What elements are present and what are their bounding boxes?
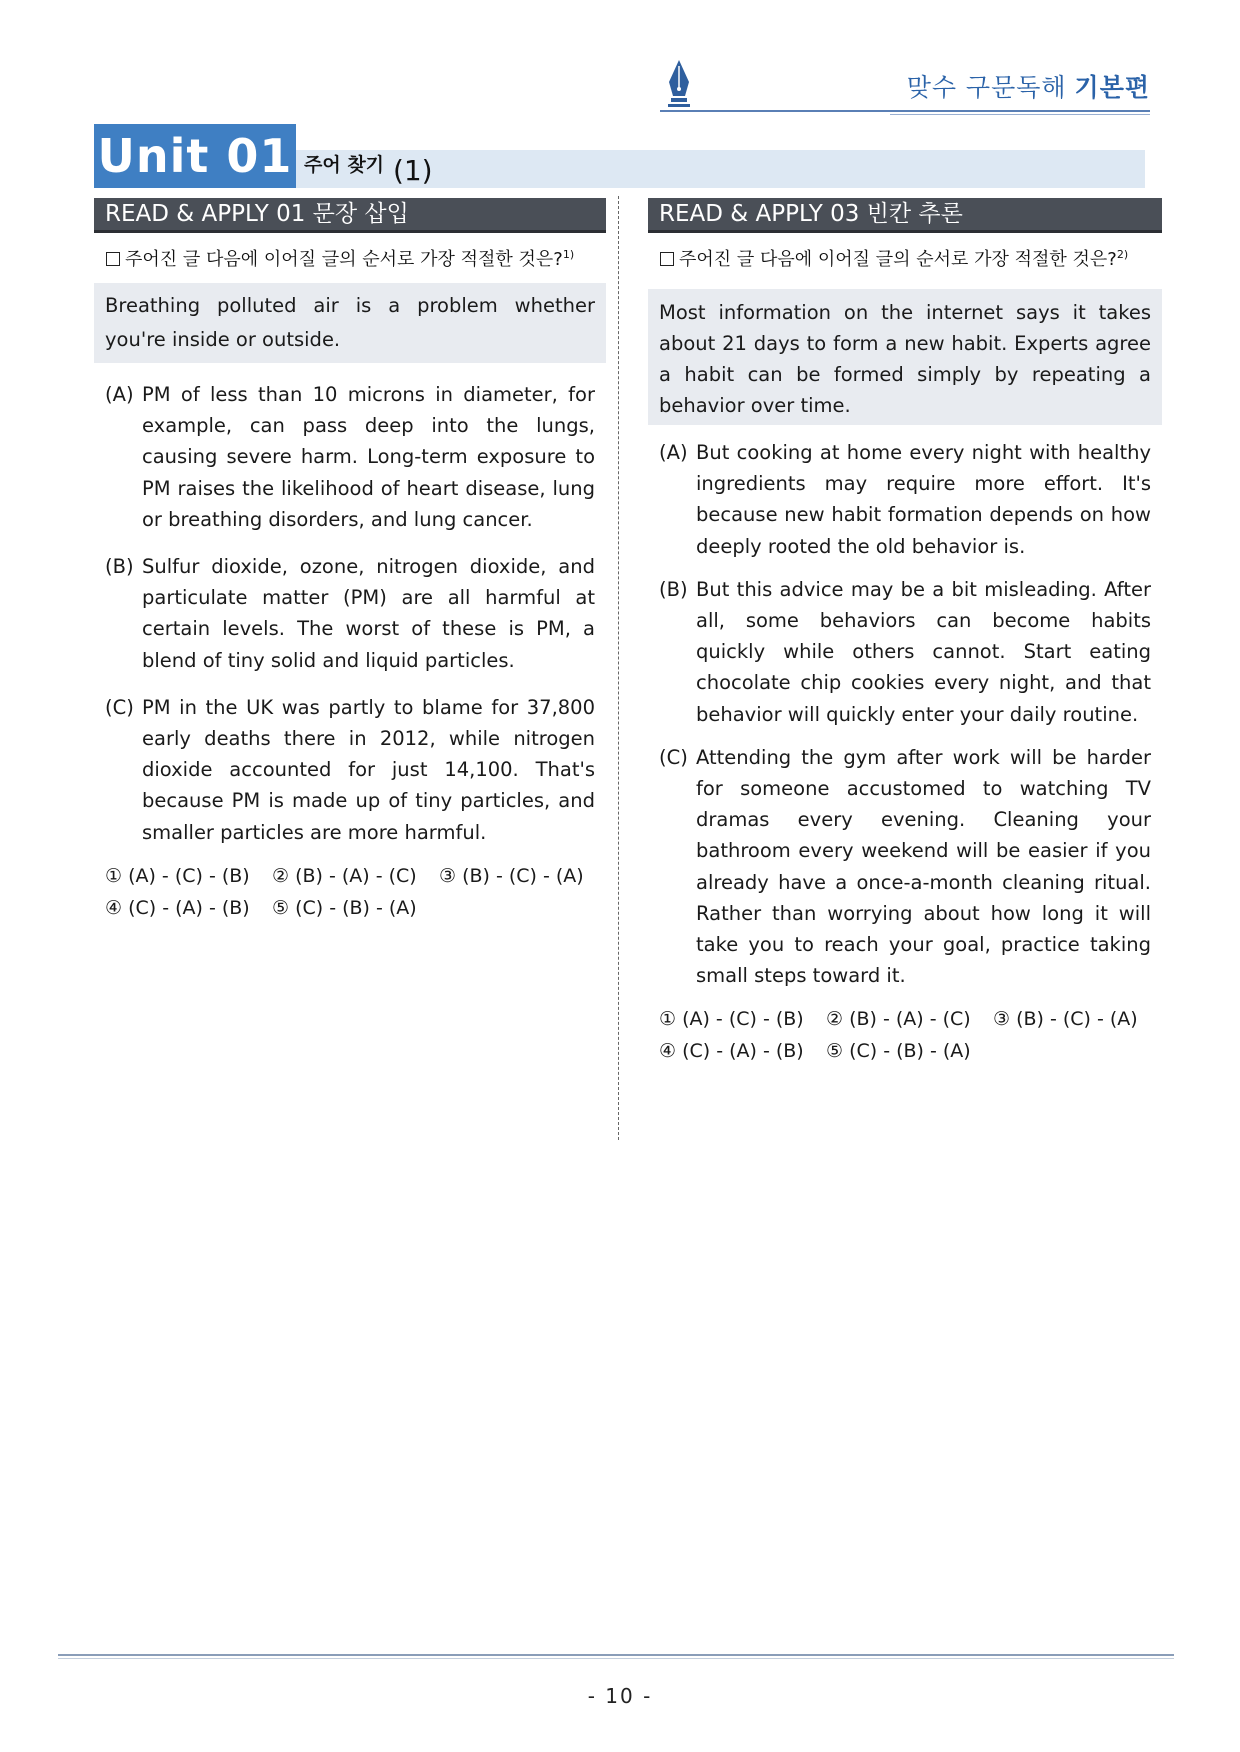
paragraph-label: (A): [659, 441, 688, 464]
given-passage-right: Most information on the internet says it takes about 21 days to form a new habit. Experts agree a habit can be formed simply by repeating a behavior over time.: [648, 289, 1162, 425]
header-rule-secondary: [890, 114, 1150, 115]
answer-option-5[interactable]: ⑤ (C) - (B) - (A): [826, 1040, 971, 1063]
footnote-marker: 1): [562, 248, 575, 261]
checkbox-icon: [660, 252, 674, 266]
answer-option-3[interactable]: ③ (B) - (C) - (A): [993, 1008, 1138, 1031]
question-right: [648, 245, 1162, 271]
answer-option-1[interactable]: ① (A) - (C) - (B): [105, 864, 250, 887]
column-divider: [618, 196, 619, 1140]
answer-options-left: [94, 860, 606, 924]
paragraph-c: [648, 742, 1162, 992]
answer-option-4[interactable]: ④ (C) - (A) - (B): [105, 896, 250, 919]
answer-option-2[interactable]: ② (B) - (A) - (C): [826, 1008, 971, 1031]
unit-subtitle-suffix: (1): [392, 154, 433, 187]
checkbox-icon: [106, 252, 120, 266]
answer-option-1[interactable]: ① (A) - (C) - (B): [659, 1008, 804, 1031]
paragraph-b: [94, 551, 606, 676]
left-column: [94, 198, 606, 924]
paragraph-a: [94, 379, 606, 535]
right-column: [648, 198, 1162, 1067]
paragraph-text: But cooking at home every night with healthy ingredients may require more effort. It's because new habit formation depends on how deeply rooted the old behavior is.: [696, 441, 1151, 558]
question-text: 주어진 글 다음에 이어질 글의 순서로 가장 적절한 것은?: [679, 249, 1117, 270]
section-header-left: READ & APPLY 01 문장 삽입: [94, 198, 606, 233]
paragraph-label: (C): [105, 695, 134, 719]
paragraph-text: PM of less than 10 microns in diameter, for example, can pass deep into the lungs, causing severe harm. Long-term exposure to PM raises the likelihood of heart disease, lung or breathing disorders, and lung cancer.: [142, 383, 595, 531]
unit-subtitle-keyword: 주어 찾기: [304, 154, 385, 176]
paragraph-b: [648, 574, 1162, 730]
paragraph-a: [648, 437, 1162, 562]
footer-rule: [58, 1654, 1174, 1656]
answer-options-right: [648, 1003, 1162, 1067]
paragraph-label: (B): [105, 555, 134, 579]
header-rule: [660, 110, 1150, 112]
paragraph-label: (B): [659, 577, 688, 601]
paragraph-text: But this advice may be a bit misleading. After all, some behaviors can become habits quickly while others cannot. Start eating chocolate chip cookies every night, and that behavior will quickly enter your daily routine.: [696, 577, 1151, 726]
book-title-main: 맞수 구문독해: [906, 73, 1067, 102]
footer-rule-secondary: [58, 1658, 1174, 1659]
paragraph-text: PM in the UK was partly to blame for 37,800 early deaths there in 2012, while nitrogen dioxide accounted for just 14,100. That's because PM is made up of tiny particles, and smaller particles are more harmful.: [142, 695, 595, 844]
paragraph-label: (A): [105, 383, 134, 406]
book-title-edition: 기본편: [1074, 73, 1150, 102]
answer-option-3[interactable]: ③ (B) - (C) - (A): [439, 864, 584, 887]
fountain-pen-logo-icon: [664, 58, 694, 110]
page-number: - 10 -: [587, 1684, 653, 1708]
section-header-right: READ & APPLY 03 빈칸 추론: [648, 198, 1162, 233]
book-title: [907, 68, 1150, 104]
paragraph-text: Sulfur dioxide, ozone, nitrogen dioxide, and particulate matter (PM) are all harmful at certain levels. The worst of these is PM, a blend of tiny solid and liquid particles.: [142, 555, 595, 672]
paragraph-text: Attending the gym after work will be harder for someone accustomed to watching TV dramas every evening. Cleaning your bathroom every weekend will be easier if you already have a once-a-month cleaning ritual. Rather than worrying about how long it will take you to reach your goal, practice taking small steps toward it.: [696, 745, 1151, 988]
unit-banner: [94, 124, 1145, 188]
question-text: 주어진 글 다음에 이어질 글의 순서로 가장 적절한 것은?: [125, 249, 563, 270]
answer-option-4[interactable]: ④ (C) - (A) - (B): [659, 1040, 804, 1063]
paragraph-label: (C): [659, 745, 688, 769]
question-left: [94, 245, 606, 271]
footnote-marker: 2): [1116, 248, 1129, 261]
paragraph-c: [94, 692, 606, 848]
answer-option-5[interactable]: ⑤ (C) - (B) - (A): [272, 896, 417, 919]
answer-option-2[interactable]: ② (B) - (A) - (C): [272, 864, 417, 887]
given-passage-left: Breathing polluted air is a problem whether you're inside or outside.: [94, 283, 606, 363]
unit-label: Unit 01: [94, 124, 296, 188]
unit-subtitle: [304, 150, 433, 188]
book-header: [660, 56, 1150, 112]
